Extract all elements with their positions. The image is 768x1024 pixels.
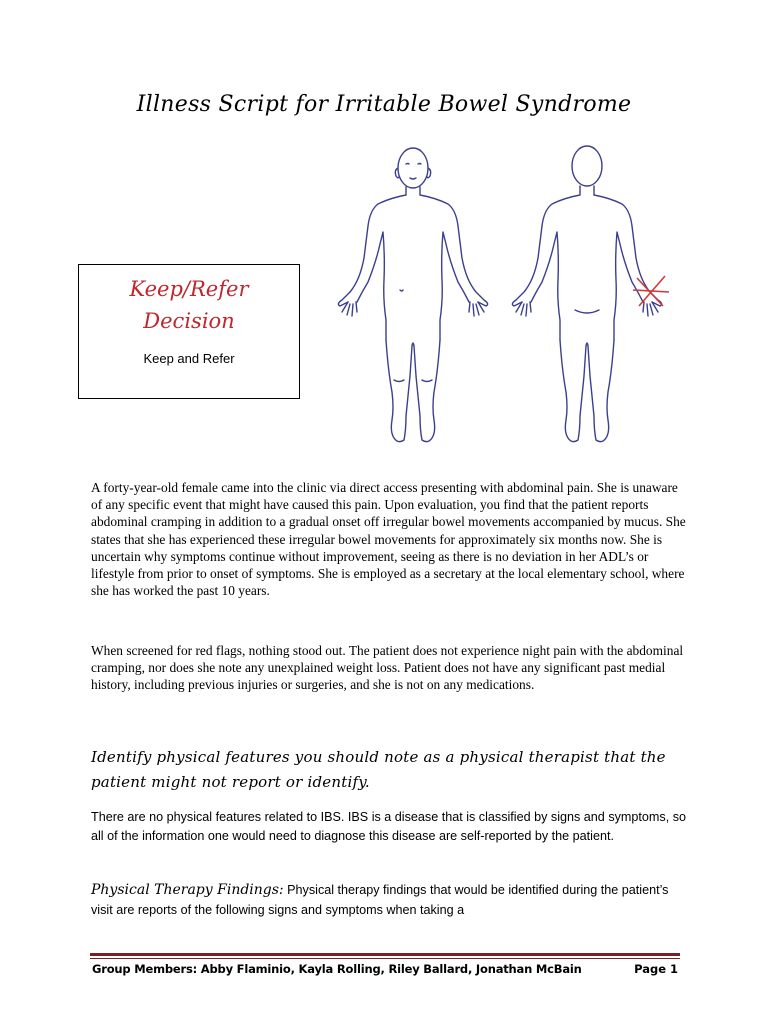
decision-heading xyxy=(79,273,299,337)
decision-heading-line2: Decision xyxy=(143,309,235,333)
case-paragraph-1: A forty-year-old female came into the clinic via direct access presenting with abdominal pain. She is unaware of any specific event that might have caused this pain. Upon evaluation, you find that the patient reports abdominal cramping in addition to a gradual onset off irregular bowel movements accompanied by mucus. She states that she has experienced these irregular bowel movements for approximately six months now. She is uncertain why symptoms continue without improvement, seeing as there is no deviation in her ADL’s or lifestyle from prior to onset of symptoms. She is employed as a secretary at the local elementary school, where she has worked the past 10 years. xyxy=(91,480,686,599)
footer-rule-thin xyxy=(90,958,680,959)
decision-heading-line1: Keep/Refer xyxy=(129,277,249,301)
pt-findings-label: Physical Therapy Findings: xyxy=(91,882,284,898)
physical-features-question: Identify physical features you should note as a physical therapist that the patient might not report or identify. xyxy=(91,748,666,791)
pt-findings-paragraph xyxy=(91,880,691,920)
body-outline-front-icon xyxy=(330,140,510,460)
pain-x-mark-icon xyxy=(633,276,669,306)
keep-refer-decision-box xyxy=(78,264,300,399)
page-title: Illness Script for Irritable Bowel Syndrome xyxy=(136,92,632,117)
footer-group-members: Group Members: Abby Flaminio, Kayla Rolling, Riley Ballard, Jonathan McBain xyxy=(92,962,582,976)
physical-features-answer: There are no physical features related to IBS. IBS is a disease that is classified by signs and symptoms, so all of the information one would need to diagnose this disease are self-reported by the patient. xyxy=(91,810,686,843)
footer-page-number: Page 1 xyxy=(634,962,678,976)
pt-findings-text: Physical therapy findings that would be identified during the patient’s visit are reports of the following signs and symptoms when taking a xyxy=(91,883,669,917)
footer-rule xyxy=(90,953,680,956)
case-paragraph-2: When screened for red flags, nothing stood out. The patient does not experience night pain with the abdominal cramping, nor does she note any unexplained weight loss. Patient does not have any significant past medial history, including previous injuries or surgeries, and she is not on any medications. xyxy=(91,643,684,693)
body-outline-back-icon xyxy=(505,140,685,460)
decision-value: Keep and Refer xyxy=(143,351,235,366)
